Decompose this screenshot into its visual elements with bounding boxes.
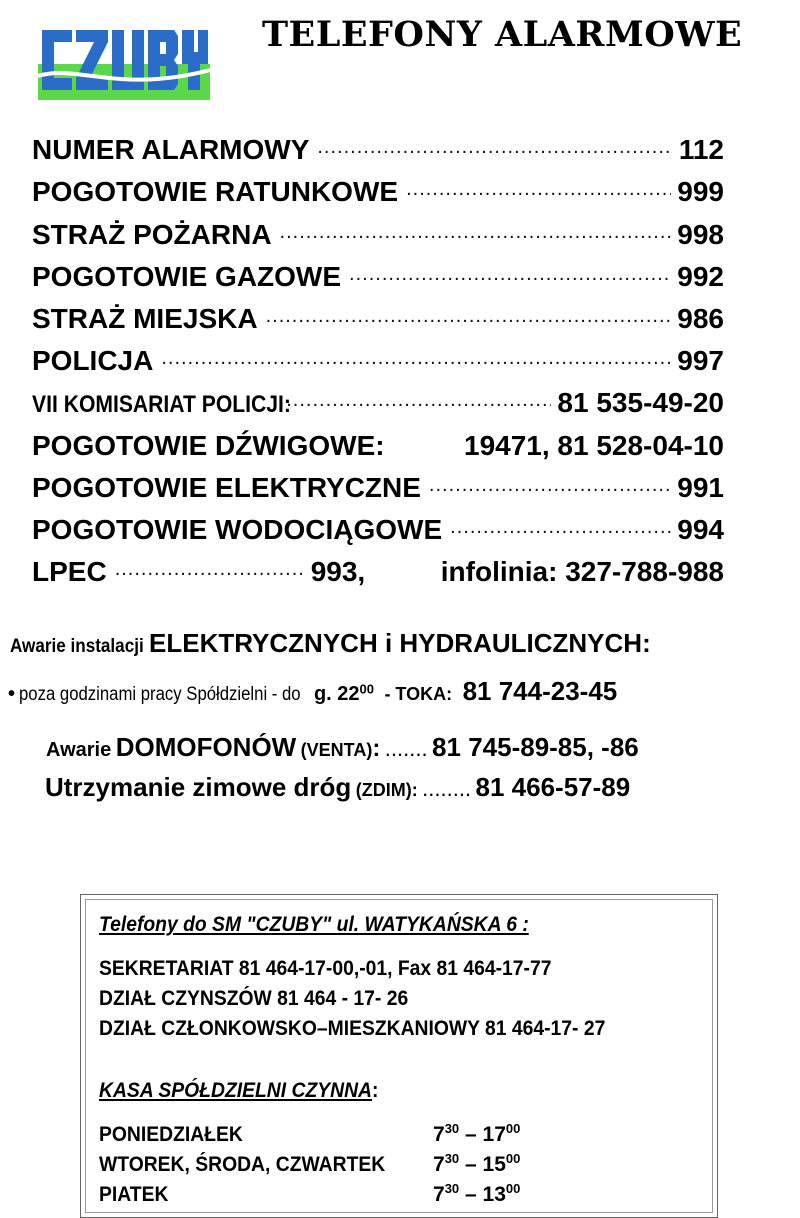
list-item: LPEC ..... 993, infolinia: 327-788-988 bbox=[32, 546, 724, 588]
kasa-day: WTOREK, ŚRODA, CZWARTEK bbox=[99, 1153, 386, 1176]
awarie-instalacji: Awarie instalacji ELEKTRYCZNYCH i HYDRAULICZNYCH: bbox=[10, 628, 651, 658]
list-item: POGOTOWIE GAZOWE ..... 992 bbox=[32, 251, 724, 293]
utrzymanie-zimowe: Utrzymanie zimowe dróg (ZDIM): ........ 81 466-57-89 bbox=[45, 772, 631, 802]
list-item: NUMER ALARMOWY ..... 112 bbox=[32, 124, 724, 166]
kasa-hours: $7^{30} - 17^{00}$ bbox=[433, 1121, 521, 1146]
box-line-sekretariat: SEKRETARIAT 81 464-17-00,-01, Fax 81 464-17-77 bbox=[99, 957, 552, 980]
kasa-hours: $7^{30} - 15^{00}$ bbox=[433, 1151, 521, 1176]
box-line-czlonkowski: DZIAŁ CZŁONKOWSKO–MIESZKANIOWY 81 464-17- 27 bbox=[99, 1017, 606, 1040]
czuby-logo bbox=[38, 24, 210, 100]
kasa-hours: $7^{30} - 13^{00}$ bbox=[433, 1181, 521, 1206]
emergency-list bbox=[32, 124, 724, 588]
list-item: POGOTOWIE RATUNKOWE ..... 999 bbox=[32, 166, 724, 208]
kasa-heading: KASA SPÓŁDZIELNI CZYNNA: bbox=[99, 1079, 379, 1102]
box-heading: Telefony do SM "CZUBY" ul. WATYKAŃSKA 6 : bbox=[99, 913, 529, 936]
page-title: TELEFONY ALARMOWE bbox=[262, 14, 743, 55]
list-item: STRAŻ MIEJSKA ..... 986 bbox=[32, 293, 724, 335]
list-item: POGOTOWIE WODOCIĄGOWE ..... 994 bbox=[32, 504, 724, 546]
list-item: VII KOMISARIAT POLICJI: ..... 81 535-49-20 bbox=[32, 377, 724, 419]
awarie-toka: • poza godzinami pracy Spółdzielni - do g. $22^{00}$ - TOKA: 81 744-23-45 bbox=[8, 676, 618, 706]
box-line-czynsze: DZIAŁ CZYNSZÓW 81 464 - 17- 26 bbox=[99, 987, 409, 1010]
list-item: POGOTOWIE DŹWIGOWE: 19471, 81 528-04-10 bbox=[32, 429, 724, 461]
list-item: STRAŻ POŻARNA ..... 998 bbox=[32, 208, 724, 250]
kasa-day: PONIEDZIAŁEK bbox=[99, 1123, 243, 1146]
contact-box bbox=[80, 894, 718, 1218]
kasa-day: PIATEK bbox=[99, 1183, 169, 1206]
list-item: POGOTOWIE ELEKTRYCZNE ..... 991 bbox=[32, 462, 724, 504]
list-item: POLICJA ..... 997 bbox=[32, 335, 724, 377]
awarie-domofonow: Awarie DOMOFONÓW (VENTA): ....... 81 745-89-85, -86 bbox=[46, 732, 639, 762]
